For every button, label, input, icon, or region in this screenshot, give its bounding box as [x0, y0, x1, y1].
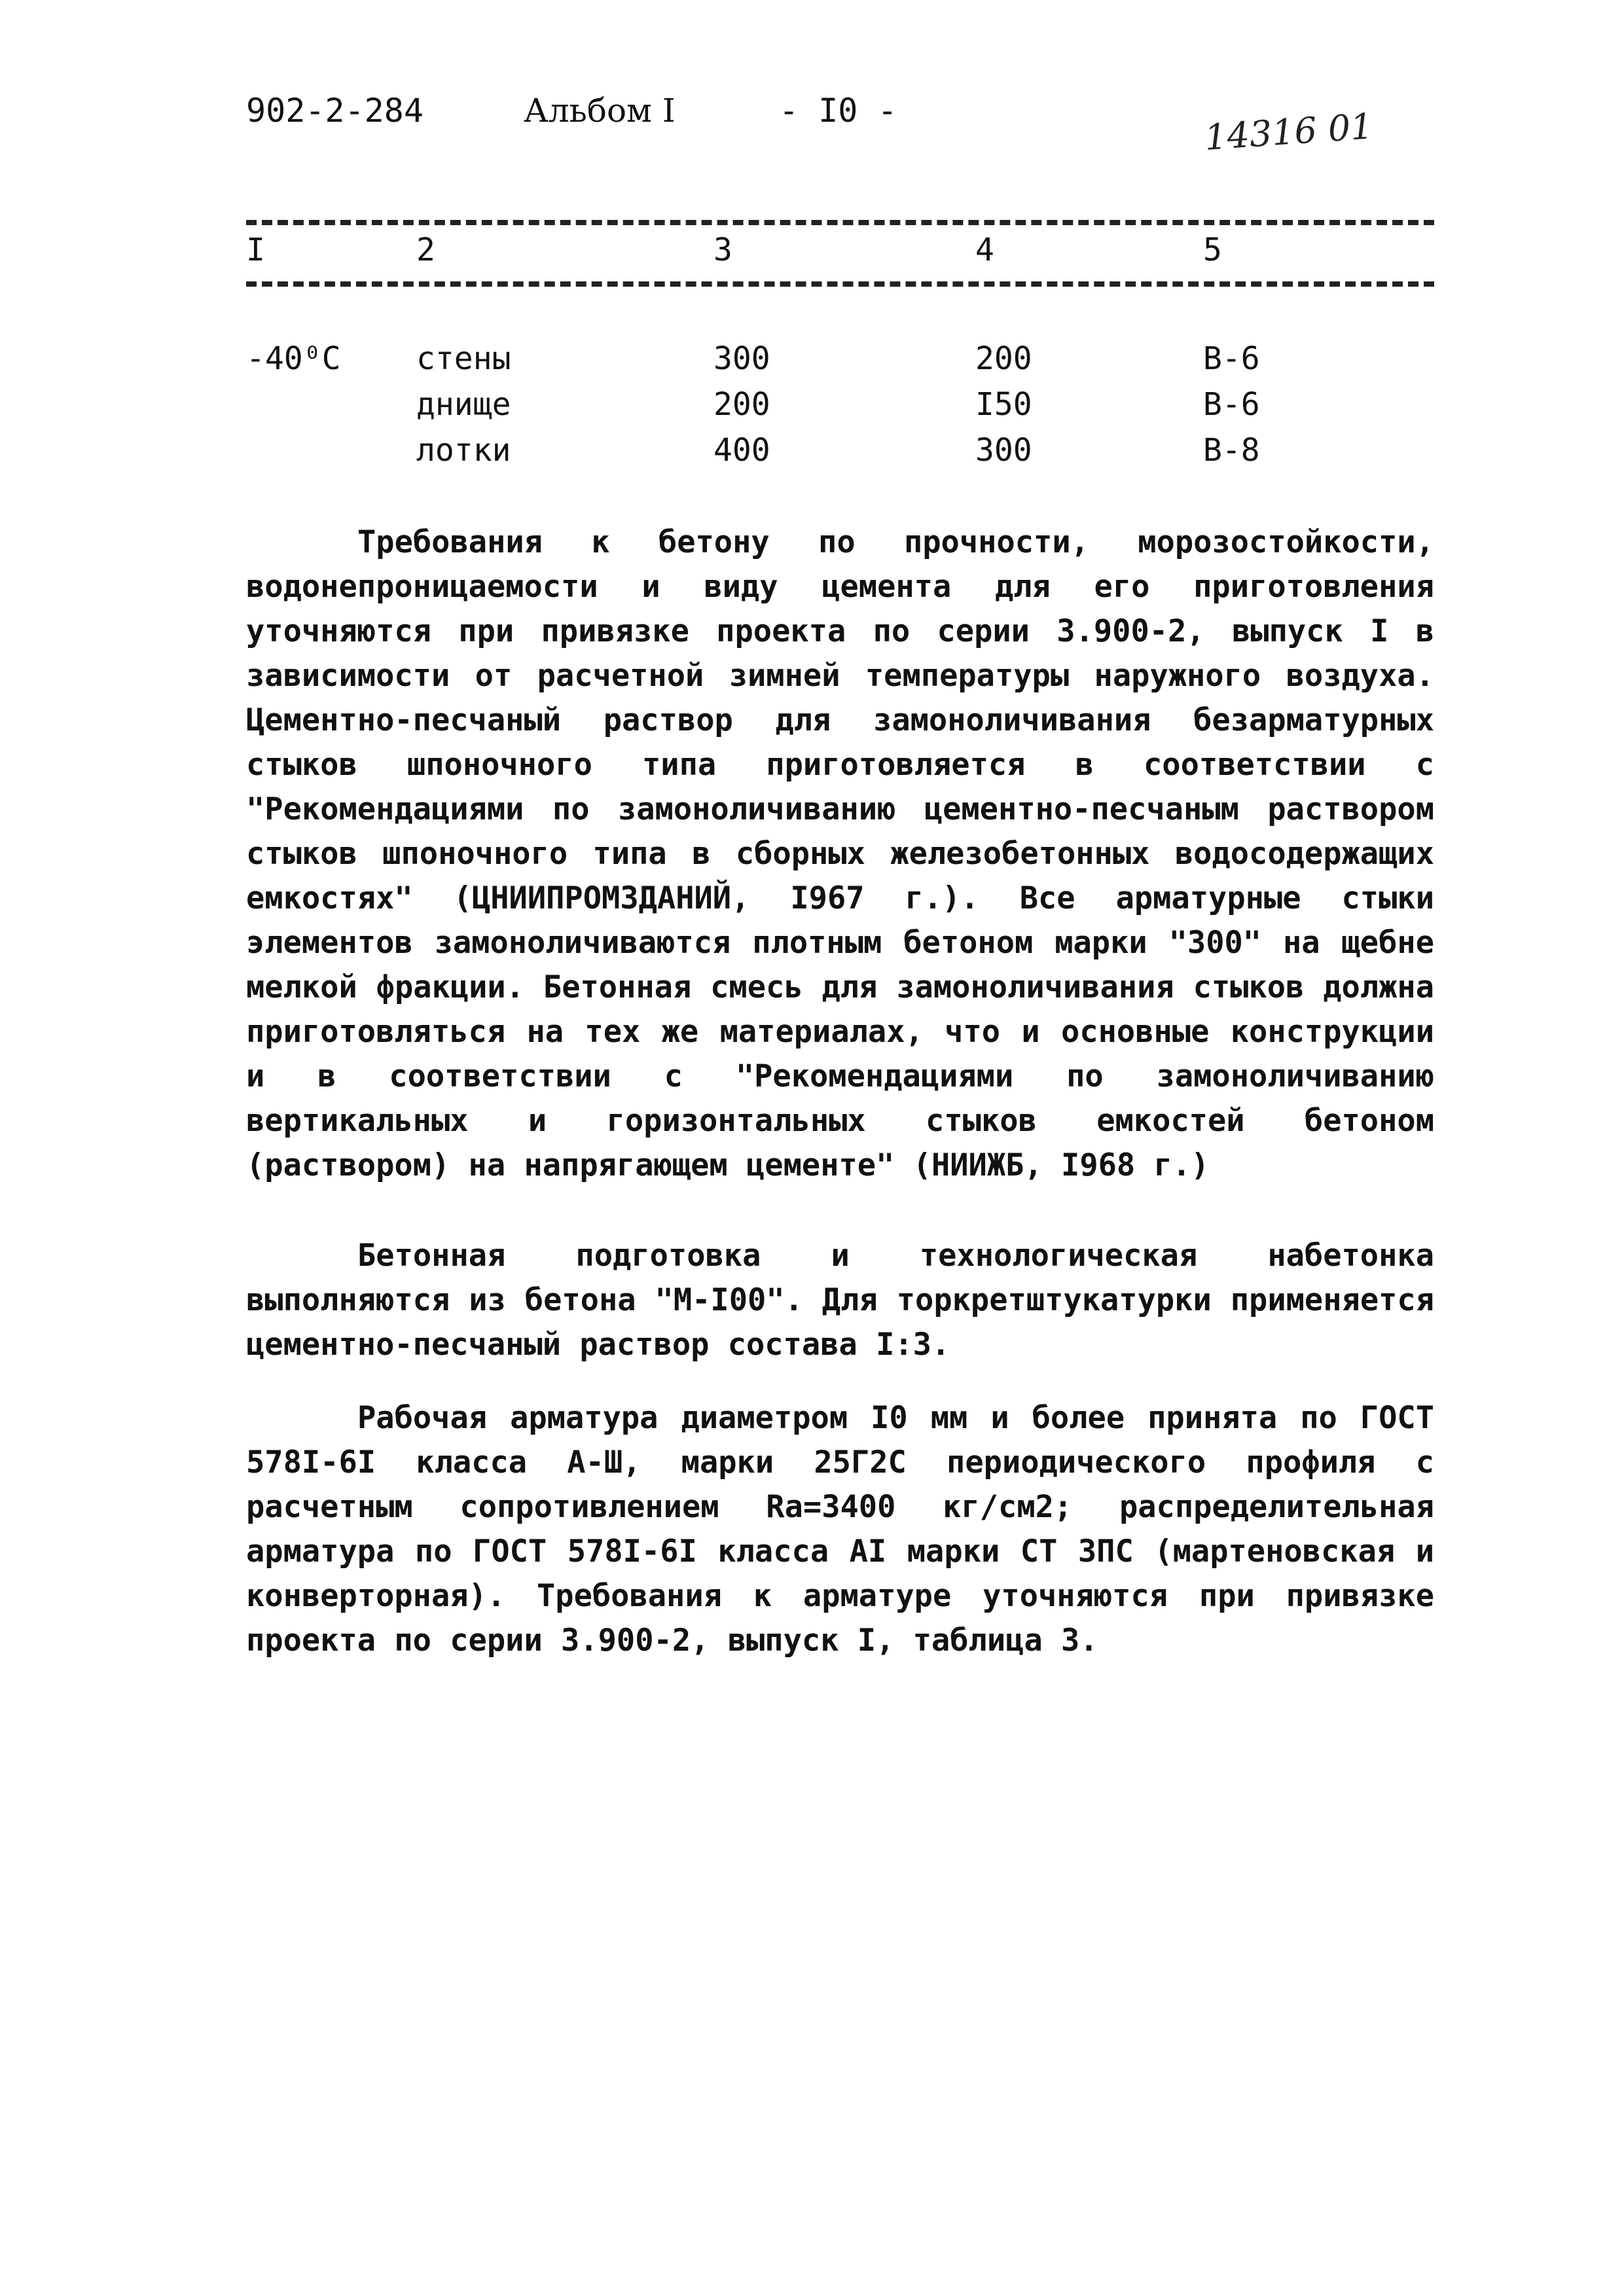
column-number-1: I [246, 232, 265, 268]
column-number-4: 4 [975, 232, 994, 268]
table-cell: 200 [713, 386, 770, 423]
paragraph-text: Требования к бетону по прочности, морозостойкости, водонепроницаемости и виду цемента для его приготовления уточняются при привязке проекта по серии 3.900-2, выпуск I в зависимости от расчетной зимней температуры наружного воздуха. Цементно-песчаный раствор для замоноличивания безарматурных стыков шпоночного типа приготовляется в соответствии с "Рекомендациями по замоноличиванию цементно-песчаным раствором стыков шпоночного типа в сборных железобетонных водосодержащих емкостях" (ЦНИИПРОМЗДАНИЙ, I967 г.). Все арматурные стыки элементов замоноличиваются плотным бетоном марки "300" на щебне мелкой фракции. Бетонная смесь для замоноличивания стыков должна приготовляться на тех же материалах, что и основные конструкции и в соответствии с "Рекомендациями по замоноличиванию вертикальных и горизонтальных стыков емкостей бетоном (раствором) на напрягающем цементе" (НИИЖБ, I968 г.) [246, 524, 1434, 1183]
column-number-5: 5 [1203, 232, 1222, 268]
table-cell: I50 [975, 386, 1032, 423]
paragraph-text: Бетонная подготовка и технологическая набетонка выполняются из бетона "М-I00". Для торкретштукатурки применяется цементно-песчаный раствор состава I:3. [246, 1238, 1434, 1363]
handwritten-inventory-number: 14316 01 [1203, 105, 1375, 158]
element-cell: стены [416, 340, 511, 377]
table-cell: 200 [975, 340, 1032, 377]
album-label: Альбом I [524, 92, 676, 130]
column-number-3: 3 [713, 232, 732, 268]
paragraph-reinforcement [246, 1396, 1434, 1663]
table-cell: В-8 [1203, 432, 1260, 469]
column-number-2: 2 [416, 232, 435, 268]
paragraph-concrete-requirements [246, 520, 1434, 1188]
element-cell: днище [416, 386, 511, 423]
temperature-cell: -40⁰С [246, 340, 341, 377]
table-header-rule [246, 281, 1434, 287]
table-cell: 300 [975, 432, 1032, 469]
paragraph-concrete-preparation [246, 1234, 1434, 1367]
table-cell: В-6 [1203, 340, 1260, 377]
table-cell: 400 [713, 432, 770, 469]
table-cell: В-6 [1203, 386, 1260, 423]
element-cell: лотки [416, 432, 511, 469]
paragraph-text: Рабочая арматура диаметром I0 мм и более принята по ГОСТ 578I-6I класса А-Ш, марки 25Г2С периодического профиля с расчетным сопротивлением Rа=3400 кг/см2; распределительная арматура по ГОСТ 578I-6I класса АI марки СТ 3ПС (мартеновская и конверторная). Требования к арматуре уточняются при привязке проекта по серии 3.900-2, выпуск I, таблица 3. [246, 1400, 1434, 1659]
table-cell: 300 [713, 340, 770, 377]
page-number: - I0 - [779, 92, 897, 130]
document-code: 902-2-284 [246, 92, 424, 130]
table-top-rule [246, 220, 1434, 225]
